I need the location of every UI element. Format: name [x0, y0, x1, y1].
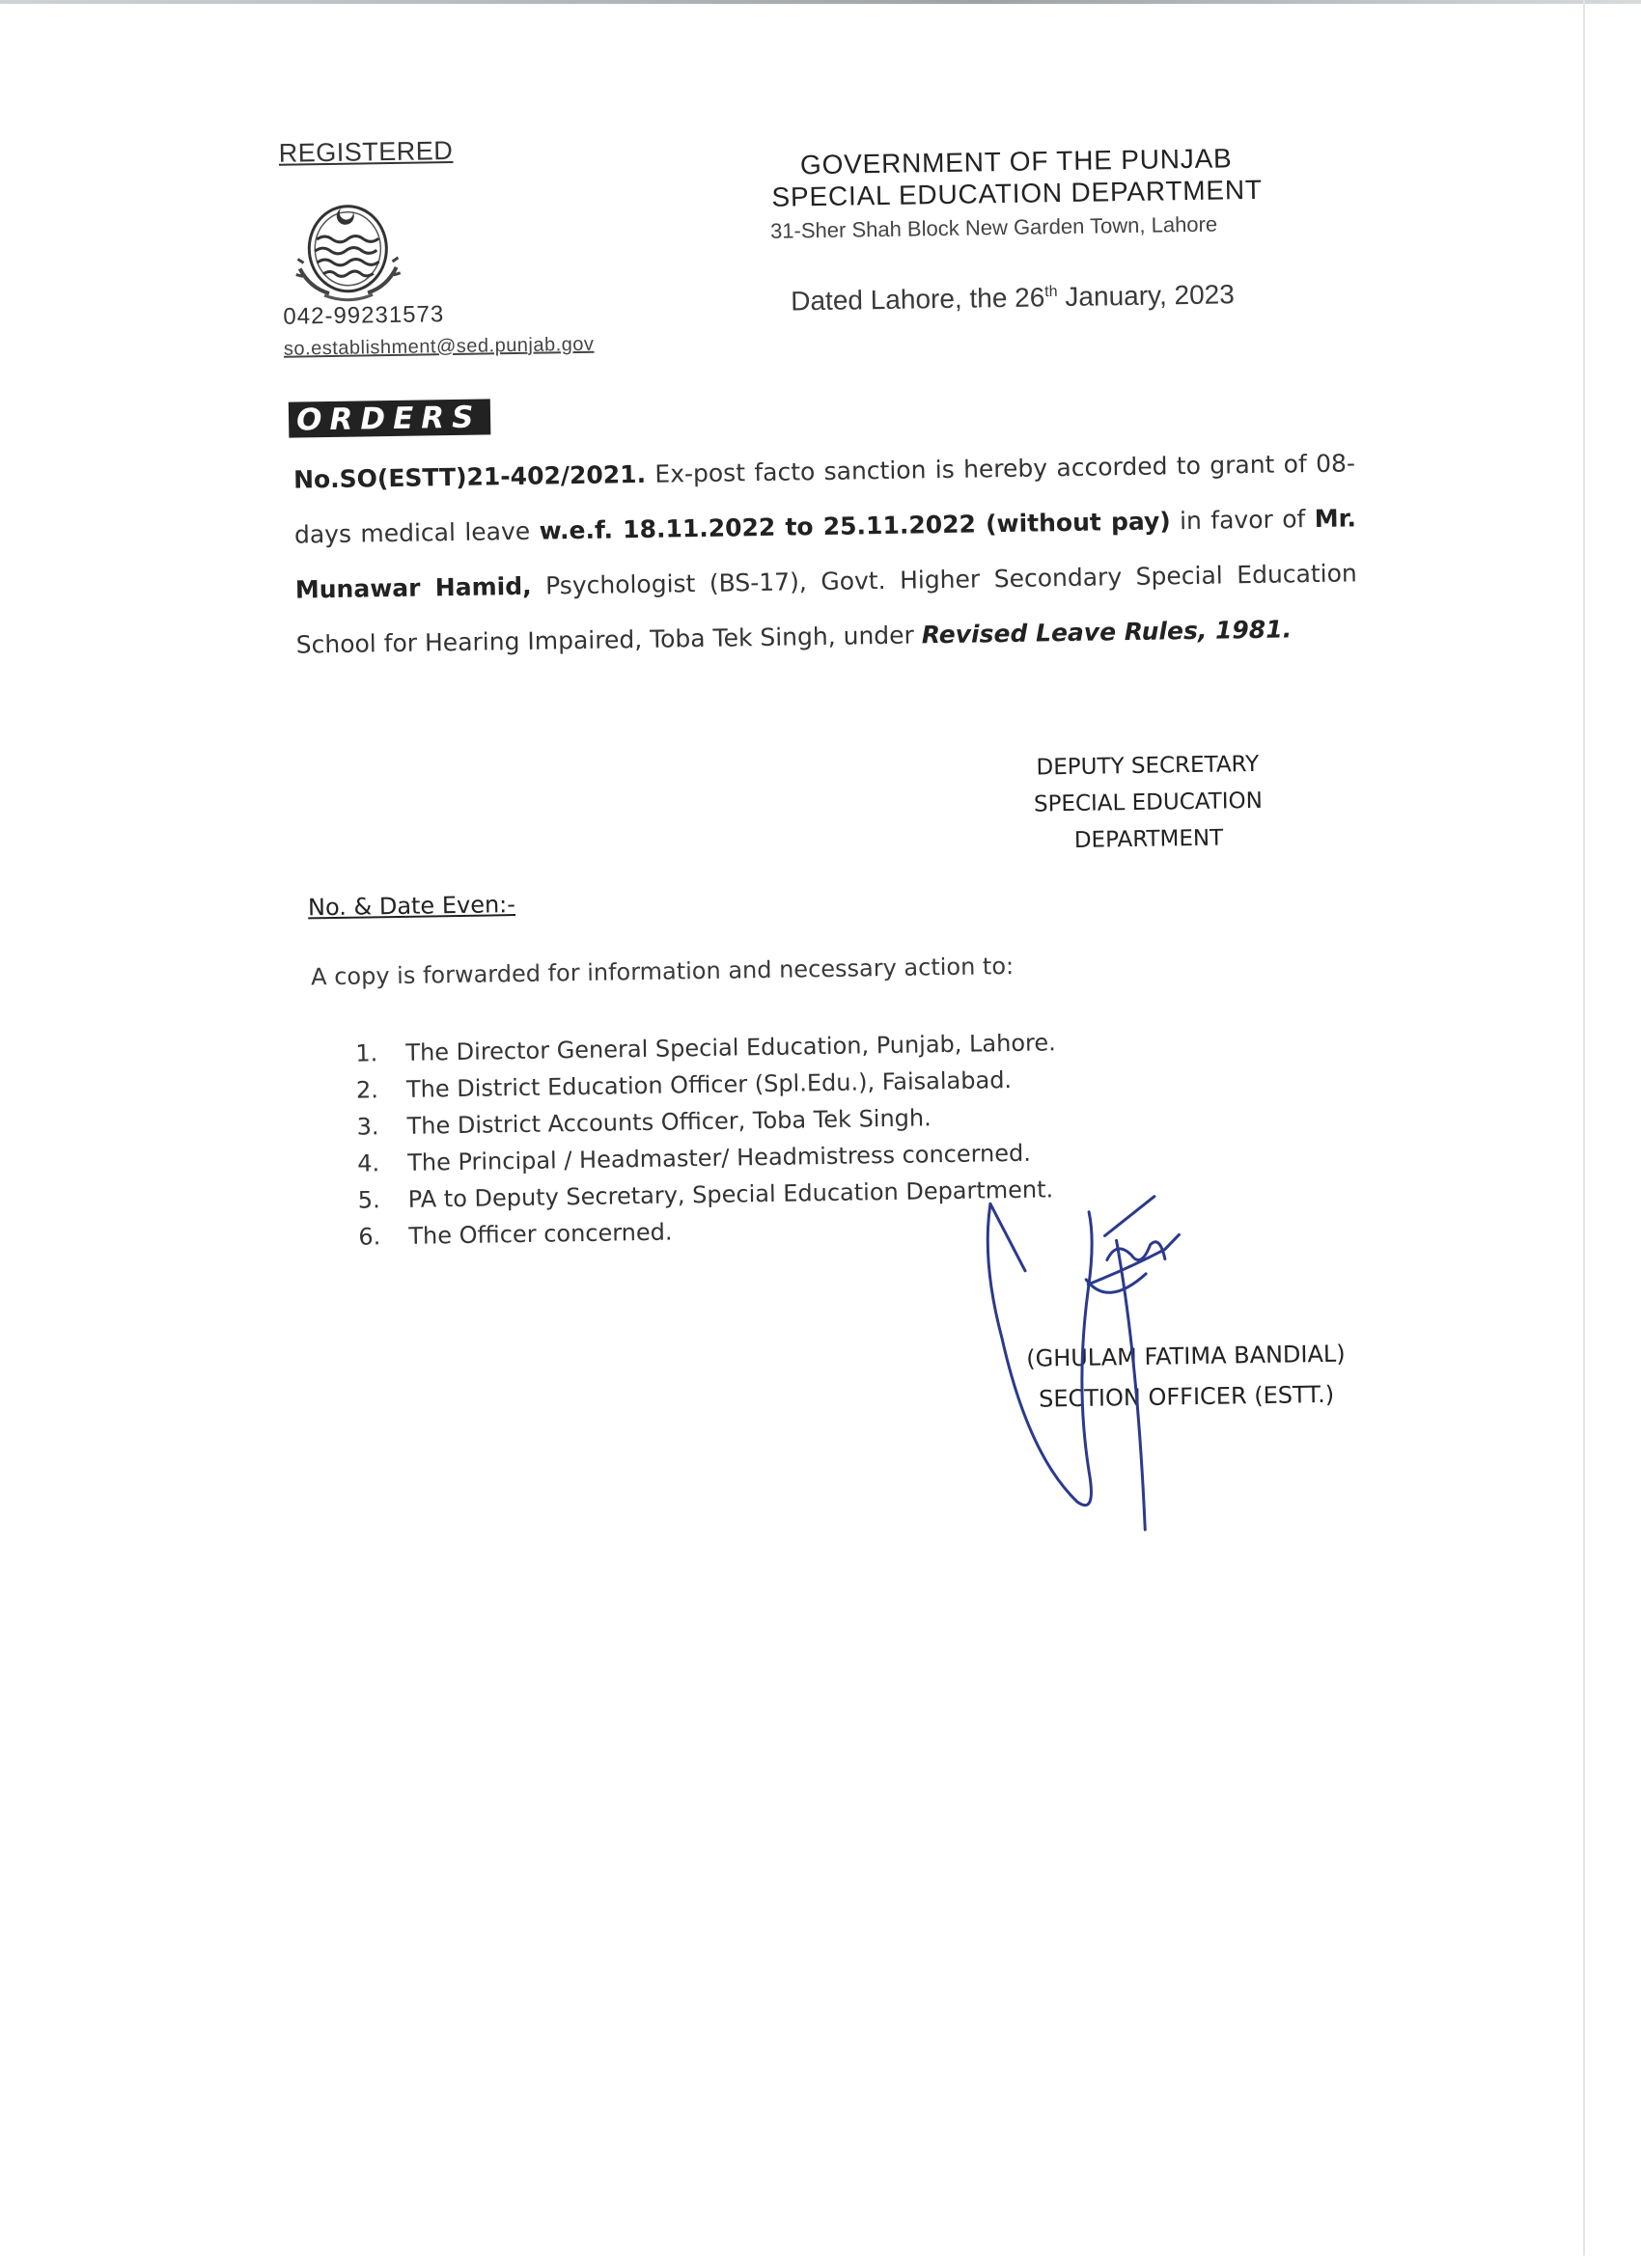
phone-number: 042-99231573 [283, 301, 445, 330]
list-item: 4. The Principal / Headmaster/ Headmistress concerned. [356, 1139, 1032, 1177]
list-item: 6. The Officer concerned. [358, 1218, 673, 1251]
order-text-3: Psychologist (BS-17), Govt. Higher Secondary Special Education School for Hearing Impaired, Toba Tek Singh, under [295, 559, 1357, 659]
deputy-secretary-block [1013, 746, 1285, 860]
reference-number: No.SO(ESTT)21-402/2021. [292, 459, 647, 494]
order-text-1: Ex-post facto sanction is hereby accorded to grant of 08-days medical leave [293, 449, 1356, 549]
government-title: GOVERNMENT OF THE PUNJAB [799, 143, 1233, 180]
order-paragraph [293, 435, 1358, 672]
leave-rules: Revised Leave Rules, 1981. [921, 615, 1293, 650]
no-date-even: No. & Date Even:- [307, 891, 516, 922]
handwritten-signature [971, 1180, 1266, 1552]
officer-title: SECTION OFFICER (ESTT.) [1038, 1380, 1335, 1413]
distribution-list [355, 1024, 1059, 1255]
signatory1-line3: DEPARTMENT [1073, 825, 1224, 853]
list-item: 1. The Director General Special Education, Punjab, Lahore. [355, 1029, 1056, 1067]
email-address: so.establishment@sed.punjab.gov [283, 333, 595, 360]
dated-ordinal: th [1044, 283, 1058, 301]
order-text-2: in favor of [1170, 505, 1315, 536]
dated-suffix: January, 2023 [1057, 279, 1236, 313]
department-title: SPECIAL EDUCATION DEPARTMENT [771, 174, 1264, 212]
orders-heading: ORDERS [289, 399, 491, 437]
punjab-government-emblem-icon [289, 180, 406, 308]
list-item: 5. PA to Deputy Secretary, Special Education Department. [357, 1175, 1054, 1214]
copy-forwarded-text: A copy is forwarded for information and necessary action to: [310, 952, 1015, 991]
department-address: 31-Sher Shah Block New Garden Town, Lahore [769, 211, 1218, 243]
dated-line [791, 279, 1235, 317]
signatory1-line1: DEPUTY SECRETARY [1036, 751, 1260, 781]
officer-name: (GHULAM FATIMA BANDIAL) [1026, 1340, 1346, 1372]
registered-label: REGISTERED [278, 135, 454, 168]
employee-name: Mr. Munawar Hamid, [294, 504, 1357, 604]
leave-period: w.e.f. 18.11.2022 to 25.11.2022 (without pay) [539, 507, 1171, 545]
signatory1-line2: SPECIAL EDUCATION [1033, 788, 1264, 817]
list-item: 2. The District Education Officer (Spl.Edu.), Faisalabad. [355, 1066, 1013, 1104]
dated-prefix: Dated Lahore, the 26 [790, 282, 1045, 317]
list-item: 3. The District Accounts Officer, Toba Tek Singh. [356, 1104, 932, 1141]
